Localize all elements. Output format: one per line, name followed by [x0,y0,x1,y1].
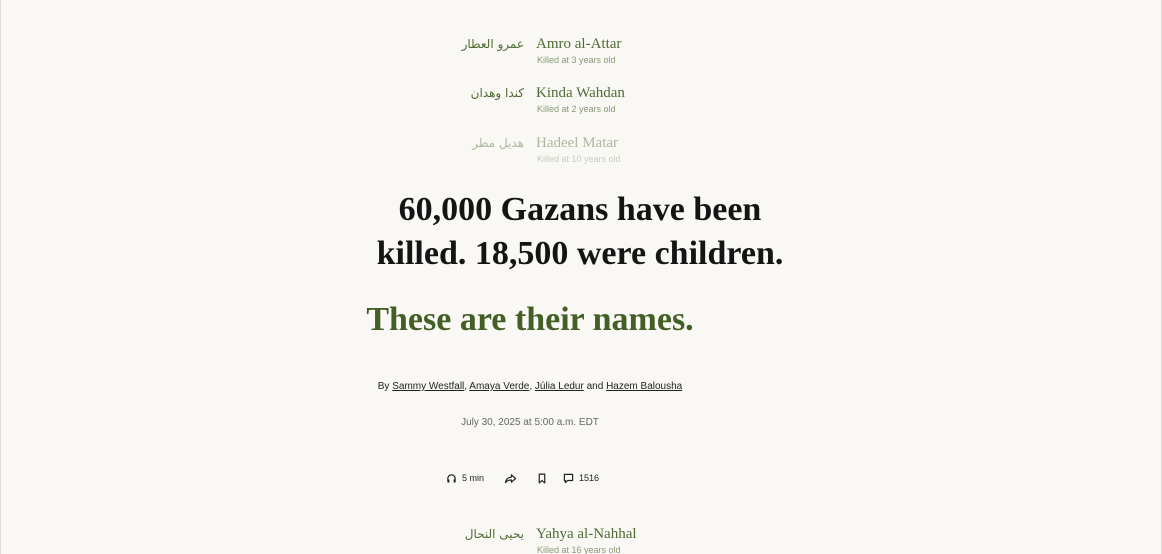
comment-icon [563,473,574,484]
article-toolbar [446,469,599,487]
byline-separator: , [464,381,468,392]
headline-line-2: killed. 18,500 were children. [376,235,784,272]
publish-date: July 30, 2025 at 5:00 a.m. EDT [461,417,599,428]
victim-name-english: Yahya al-Nahhal [536,526,637,542]
save-bookmark-button[interactable] [537,473,547,484]
byline-separator: , [529,381,533,392]
victim-entry [0,85,1162,125]
victim-age: Killed at 10 years old [537,154,621,164]
share-icon [504,473,517,484]
subheadline: These are their names. [366,301,694,338]
headline-line-1: 60,000 Gazans have been [398,191,762,228]
victim-age: Killed at 16 years old [537,545,621,554]
victim-name-english: Kinda Wahdan [536,85,625,101]
victim-name-arabic: عمرو العطار [461,37,524,51]
victim-name-arabic: هديل مطر [472,136,524,150]
victim-age: Killed at 2 years old [537,104,616,114]
byline-prefix: By [377,381,390,392]
victim-name-english: Hadeel Matar [536,135,619,151]
listen-button[interactable] [446,473,484,484]
byline [280,380,780,394]
author-link-sammy-westfall[interactable]: Sammy Westfall [392,381,465,392]
bookmark-icon [537,473,547,484]
author-link-julia-ledur[interactable]: Júlia Ledur [534,381,584,392]
victim-age: Killed at 3 years old [537,55,616,65]
victim-entry [0,36,1162,76]
victim-name-english: Amro al-Attar [536,36,622,52]
victim-name-arabic: يحيى النحال [464,527,524,541]
victim-entry [0,135,1162,175]
page-edge-left [0,0,1,554]
headline [280,188,880,276]
victim-name-arabic: كندا وهدان [470,86,524,100]
author-link-amaya-verde[interactable]: Amaya Verde [469,381,530,392]
comment-count: 1516 [579,473,600,483]
victim-entry [0,526,1162,554]
author-link-hazem-balousha[interactable]: Hazem Balousha [606,381,683,392]
comments-button[interactable] [563,473,599,484]
byline-and: and [586,381,604,392]
share-button[interactable] [504,473,517,484]
listen-duration: 5 min [462,473,485,483]
headphones-icon [446,473,457,484]
